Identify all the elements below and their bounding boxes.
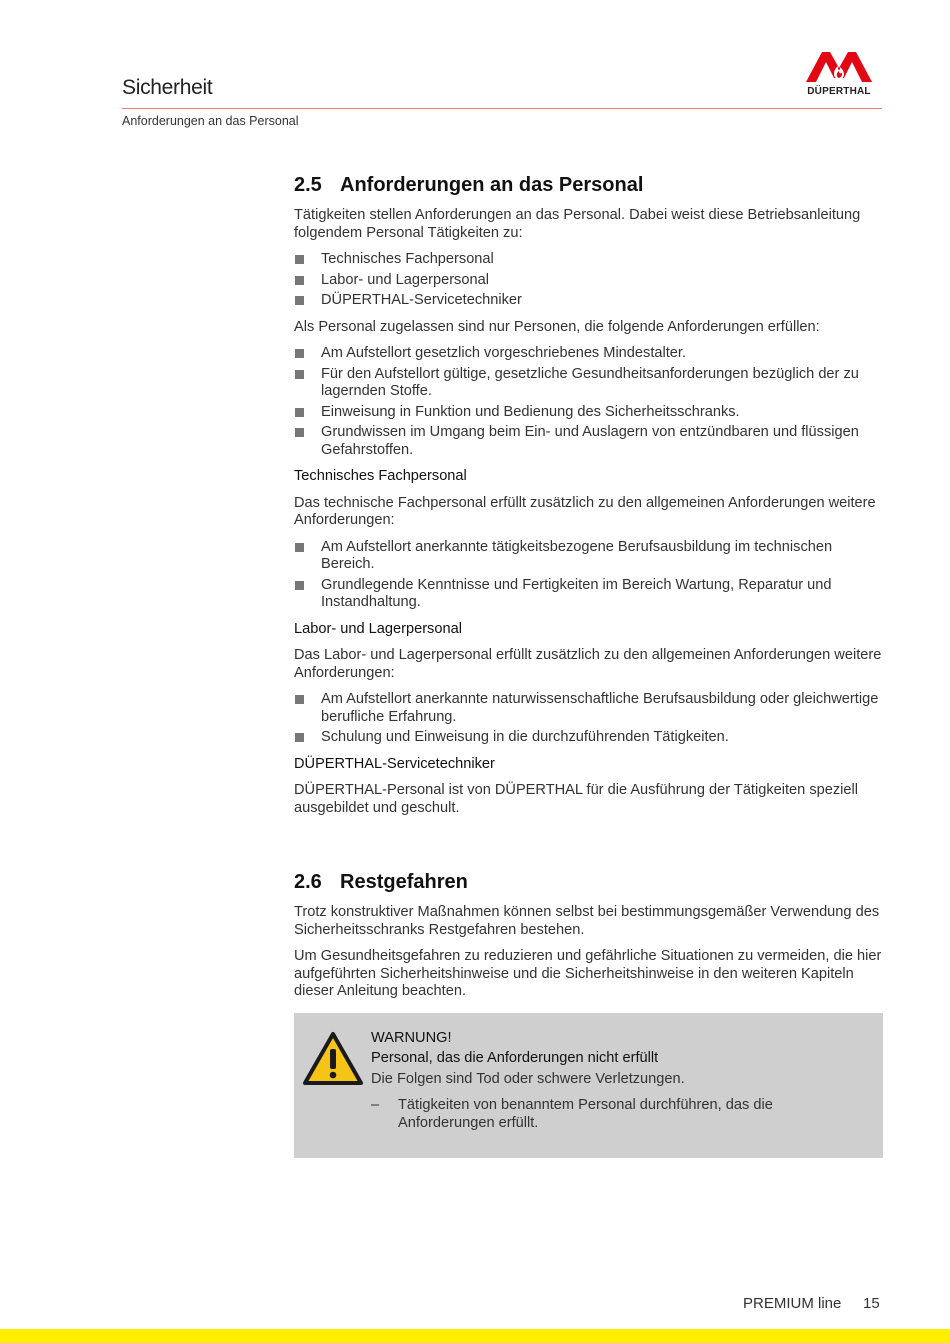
square-bullet-icon (295, 695, 304, 704)
section-number: 2.6 (294, 871, 322, 893)
tech-list (294, 539, 884, 612)
intro-paragraph: Tätigkeiten stellen Anforderungen an das Personal. Dabei weist diese Betriebsanleitung folgendem Personal Tätigkeiten zu: (294, 207, 861, 241)
list-item: Grundwissen im Umgang beim Ein- und Auslagern von entzündbaren und flüssigen Gefahrstoffen. (294, 424, 884, 459)
requirements-intro: Als Personal zugelassen sind nur Personen, die folgende Anforderungen erfüllen: (294, 318, 820, 335)
residual-risk-paragraph: Trotz konstruktiver Maßnahmen können selbst bei bestimmungsgemäßer Verwendung des Sicherheitsschranks Restgefahren bestehen. (294, 904, 880, 938)
square-bullet-icon (295, 733, 304, 742)
logo-text: DÜPERTHAL (807, 86, 871, 97)
square-bullet-icon (295, 370, 304, 379)
list-item: Labor- und Lagerpersonal (294, 272, 884, 290)
personnel-list (294, 251, 884, 310)
list-item: Grundlegende Kenntnisse und Fertigkeiten im Bereich Wartung, Reparatur und Instandhaltung. (294, 577, 884, 612)
warning-action (371, 1097, 851, 1132)
list-item: Einweisung in Funktion und Bedienung des Sicherheitsschranks. (294, 404, 884, 422)
safety-notes-paragraph: Um Gesundheitsgefahren zu reduzieren und gefährliche Situationen zu vermeiden, die hier aufgeführten Sicherheitshinweise und die Sicherheitshinweise in den weiteren Kapiteln dieser Anleitung beachten. (294, 948, 882, 999)
footer-product-name: PREMIUM line (743, 1295, 842, 1312)
warning-box (294, 1013, 883, 1158)
square-bullet-icon (295, 296, 304, 305)
warning-signal-word: WARNUNG! (371, 1029, 452, 1046)
section-title: Restgefahren (340, 871, 468, 893)
square-bullet-icon (295, 349, 304, 358)
warning-consequence: Die Folgen sind Tod oder schwere Verletzungen. (371, 1070, 685, 1087)
warning-title: Personal, das die Anforderungen nicht erfüllt (371, 1050, 659, 1066)
main-content (294, 172, 884, 1158)
list-item: Am Aufstellort anerkannte naturwissenschaftliche Berufsausbildung oder gleichwertige berufliche Erfahrung. (294, 691, 884, 726)
lab-list (294, 691, 884, 747)
square-bullet-icon (295, 428, 304, 437)
square-bullet-icon (295, 581, 304, 590)
list-item: Am Aufstellort gesetzlich vorgeschriebenes Mindestalter. (294, 345, 884, 363)
tech-paragraph: Das technische Fachpersonal erfüllt zusätzlich zu den allgemeinen Anforderungen weitere Anforderungen: (294, 494, 876, 528)
footer-color-bar (0, 1329, 950, 1343)
service-paragraph: DÜPERTHAL-Personal ist von DÜPERTHAL für die Ausführung der Tätigkeiten speziell ausgebildet und geschult. (294, 782, 859, 816)
subheading-service: DÜPERTHAL-Servicetechniker (294, 755, 495, 772)
list-item: Für den Aufstellort gültige, gesetzliche Gesundheitsanforderungen bezüglich der zu lagernden Stoffe. (294, 366, 884, 401)
requirements-list (294, 345, 884, 459)
page-header-title: Sicherheit (122, 76, 213, 99)
list-item: DÜPERTHAL-Servicetechniker (294, 292, 884, 310)
duperthal-logo (804, 50, 874, 98)
section-title: Anforderungen an das Personal (340, 174, 644, 196)
header-divider (122, 108, 882, 109)
subheading-lab: Labor- und Lagerpersonal (294, 620, 462, 637)
list-item: Schulung und Einweisung in die durchzuführenden Tätigkeiten. (294, 729, 884, 747)
list-item: Am Aufstellort anerkannte tätigkeitsbezogene Berufsausbildung im technischen Bereich. (294, 539, 884, 574)
square-bullet-icon (295, 408, 304, 417)
lab-paragraph: Das Labor- und Lagerpersonal erfüllt zusätzlich zu den allgemeinen Anforderungen weitere Anforderungen: (294, 647, 882, 681)
square-bullet-icon (295, 276, 304, 285)
warning-text (371, 1030, 851, 1133)
warning-action-text: Tätigkeiten von benanntem Personal durchführen, das die Anforderungen erfüllt. (398, 1097, 773, 1131)
subheading-tech: Technisches Fachpersonal (294, 468, 467, 484)
page-header-subtitle: Anforderungen an das Personal (122, 114, 299, 128)
dash-marker: – (371, 1097, 380, 1113)
page-number: 15 (863, 1295, 880, 1312)
section-heading-2-5 (294, 172, 884, 198)
section-heading-2-6 (294, 869, 884, 895)
square-bullet-icon (295, 255, 304, 264)
list-item: Technisches Fachpersonal (294, 251, 884, 269)
square-bullet-icon (295, 543, 304, 552)
section-number: 2.5 (294, 174, 322, 196)
flame-logo-icon (804, 50, 874, 86)
warning-triangle-icon (302, 1031, 364, 1087)
